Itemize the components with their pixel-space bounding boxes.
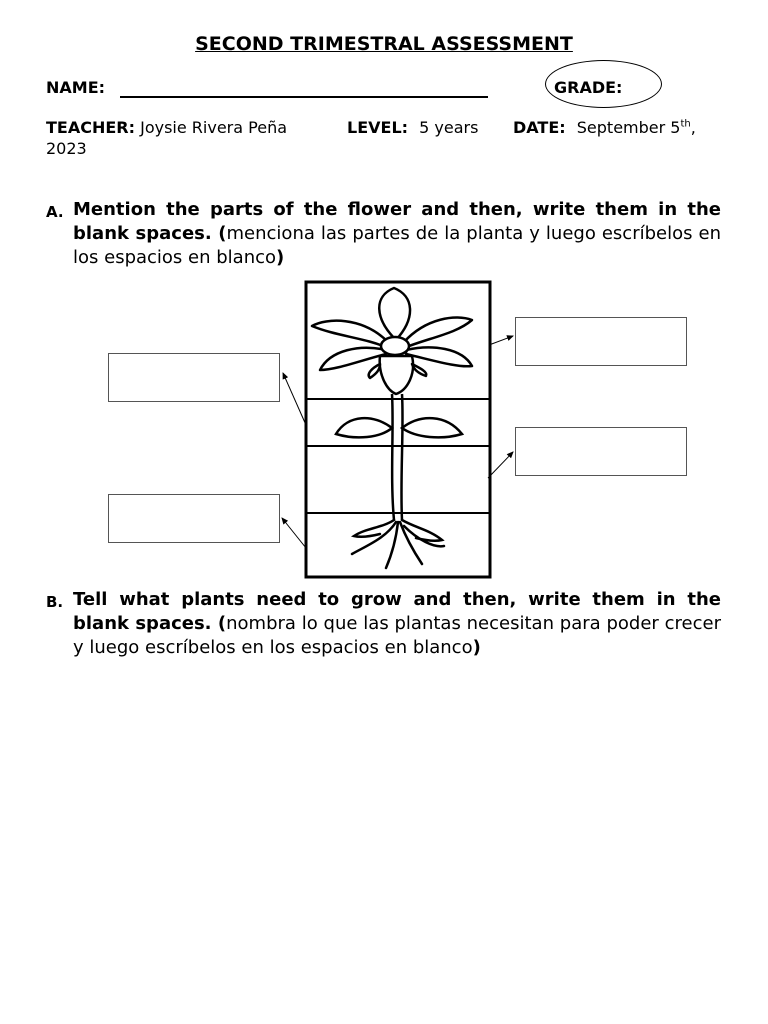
section-a-letter: A. (46, 203, 64, 221)
page-title: SECOND TRIMESTRAL ASSESSMENT (195, 33, 573, 55)
section-a-bold: Mention the parts of the flower and then, write them in the blank spaces. ( (73, 199, 721, 244)
section-b-bold: Tell what plants need to grow and then, write them in the blank spaces. ( (73, 589, 721, 634)
arrow-to-petals-box (283, 373, 306, 425)
level-value: 5 years (419, 118, 479, 137)
date-suffix: th (680, 118, 691, 130)
date-label: DATE: (513, 118, 566, 137)
section-b-translation: nombra lo que las plantas necesitan para poder crecer y luego escríbelos en los espacios en blanco (73, 613, 721, 658)
arrow-to-stem-box (488, 452, 513, 478)
teacher-label: TEACHER: (46, 118, 136, 137)
section-b-question (73, 588, 721, 660)
name-label: NAME: (46, 78, 106, 97)
arrow-to-flower-box (489, 336, 513, 345)
section-b-letter: B. (46, 593, 64, 611)
level-label: LEVEL: (347, 118, 409, 137)
teacher-value: Joysie Rivera Peña (140, 118, 288, 137)
section-b-close: ) (472, 637, 481, 658)
date-comma: , (690, 118, 696, 137)
date-year: 2023 (46, 139, 87, 158)
section-a-close: ) (276, 247, 285, 268)
grade-label: GRADE: (554, 78, 623, 97)
date-value: September 5 (576, 118, 681, 137)
arrow-to-roots-box (282, 518, 306, 548)
section-a-translation: menciona las partes de la planta y luego escríbelos en los espacios en blanco (73, 223, 721, 268)
